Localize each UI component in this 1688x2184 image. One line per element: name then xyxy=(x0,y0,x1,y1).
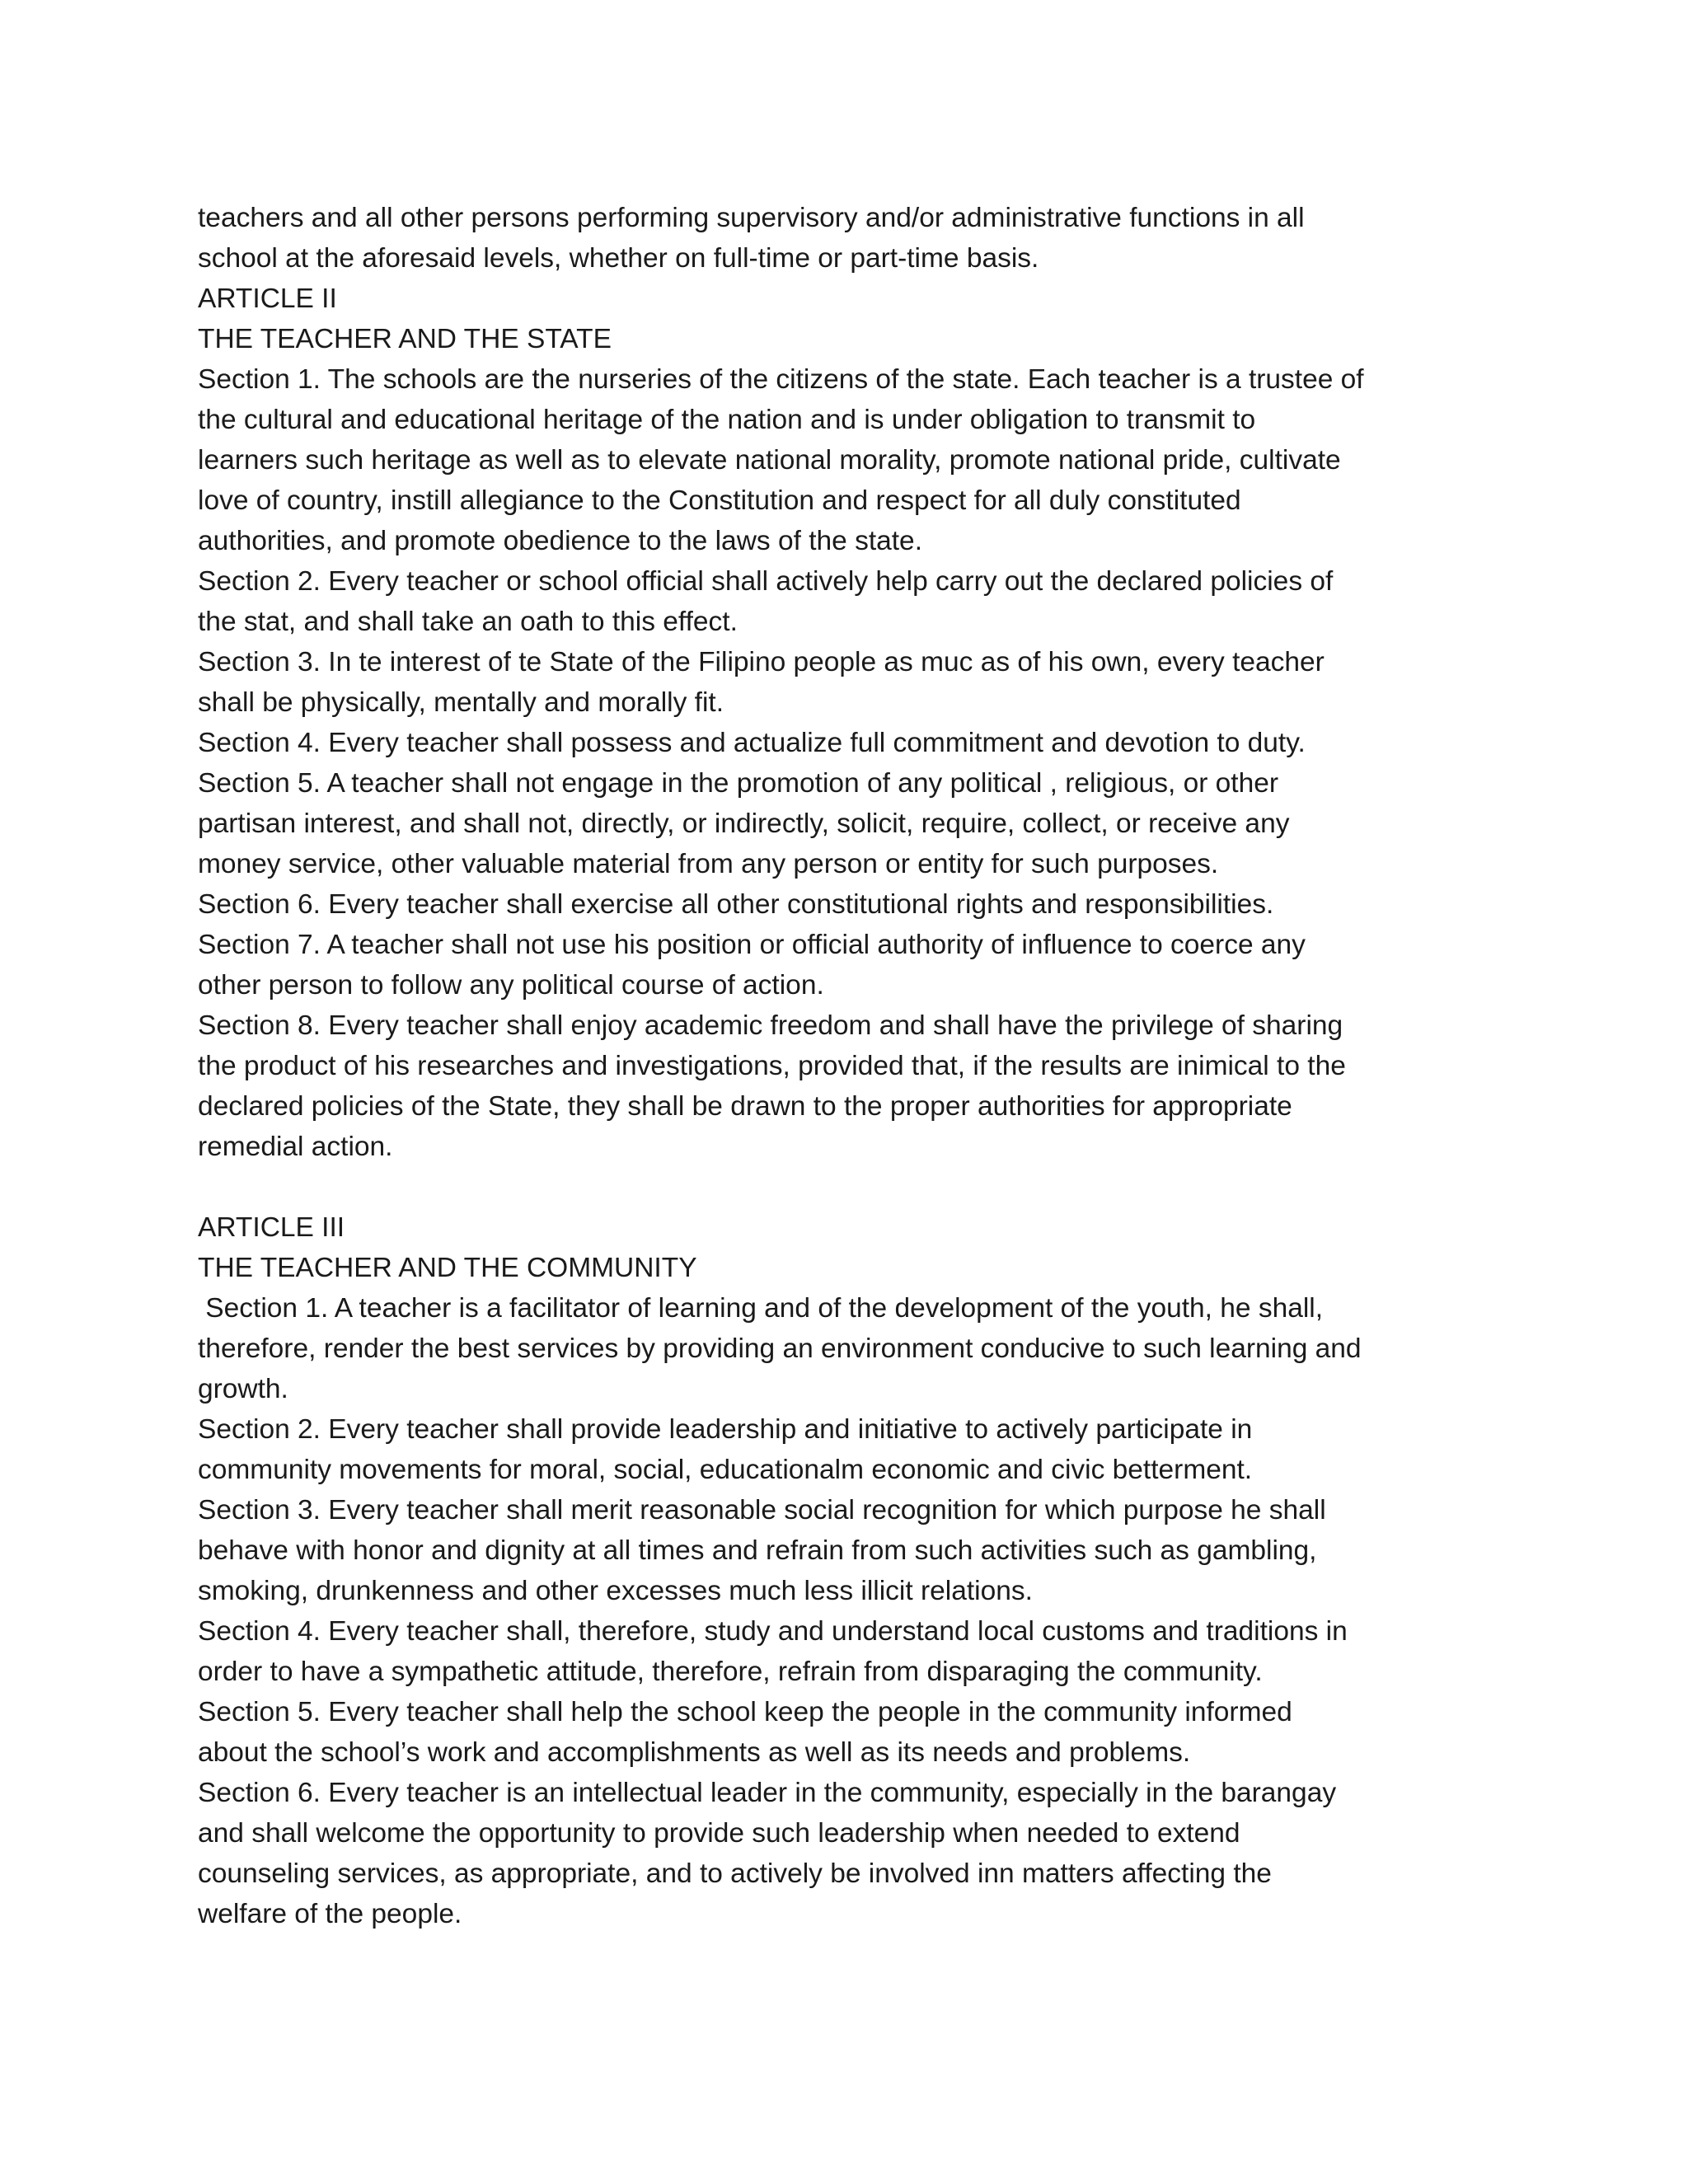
article-ii-line: declared policies of the State, they shall be drawn to the proper authorities for appropriate xyxy=(198,1091,1292,1122)
article-ii-line: Section 6. Every teacher shall exercise all other constitutional rights and responsibilities. xyxy=(198,889,1274,920)
article-iii-line: community movements for moral, social, educationalm economic and civic betterment. xyxy=(198,1455,1253,1485)
article-ii-line: learners such heritage as well as to elevate national morality, promote national pride, cultivate xyxy=(198,445,1341,476)
article-ii-line: partisan interest, and shall not, directly, or indirectly, solicit, require, collect, or receive any xyxy=(198,808,1290,839)
article-iii-line: welfare of the people. xyxy=(198,1899,462,1929)
article-ii-title: THE TEACHER AND THE STATE xyxy=(198,324,612,354)
article-ii xyxy=(198,279,1517,1167)
intro-line: teachers and all other persons performing supervisory and/or administrative functions in all xyxy=(198,203,1305,233)
article-ii-line: the stat, and shall take an oath to this effect. xyxy=(198,607,738,637)
intro-line: school at the aforesaid levels, whether on full-time or part-time basis. xyxy=(198,243,1039,274)
article-iii-title: THE TEACHER AND THE COMMUNITY xyxy=(198,1253,697,1283)
article-iii-line: counseling services, as appropriate, and to actively be involved inn matters affecting the xyxy=(198,1858,1272,1889)
article-ii-line: love of country, instill allegiance to the Constitution and respect for all duly constituted xyxy=(198,485,1241,516)
article-ii-heading: ARTICLE II xyxy=(198,284,337,314)
article-iii-line: about the school’s work and accomplishments as well as its needs and problems. xyxy=(198,1737,1191,1768)
article-iii-line: Section 6. Every teacher is an intellectual leader in the community, especially in the barangay xyxy=(198,1778,1337,1808)
article-ii-line: other person to follow any political course of action. xyxy=(198,970,824,1001)
article-ii-line: Section 4. Every teacher shall possess and actualize full commitment and devotion to duty. xyxy=(198,728,1306,758)
article-ii-line: Section 5. A teacher shall not engage in the promotion of any political , religious, or other xyxy=(198,768,1279,799)
article-ii-line: shall be physically, mentally and morally fit. xyxy=(198,687,724,718)
article-iii-line: and shall welcome the opportunity to provide such leadership when needed to extend xyxy=(198,1818,1240,1849)
article-iii-line: growth. xyxy=(198,1374,288,1404)
article-iii-line: therefore, render the best services by providing an environment conducive to such learning and xyxy=(198,1333,1362,1364)
article-ii-line: remedial action. xyxy=(198,1132,393,1162)
document-page xyxy=(198,198,1517,1934)
article-iii-line: Section 4. Every teacher shall, therefore, study and understand local customs and traditions in xyxy=(198,1616,1348,1647)
article-iii-heading: ARTICLE III xyxy=(198,1212,345,1243)
article-ii-line: Section 7. A teacher shall not use his position or official authority of influence to coerce any xyxy=(198,930,1306,960)
article-iii-line: smoking, drunkenness and other excesses much less illicit relations. xyxy=(198,1576,1033,1606)
article-ii-line: Section 3. In te interest of te State of the Filipino people as muc as of his own, every teacher xyxy=(198,647,1325,677)
intro-paragraph xyxy=(198,198,1517,279)
article-iii xyxy=(198,1207,1517,1934)
article-ii-line: Section 8. Every teacher shall enjoy academic freedom and shall have the privilege of sharing xyxy=(198,1010,1343,1041)
article-ii-line: the cultural and educational heritage of the nation and is under obligation to transmit to xyxy=(198,405,1256,435)
article-ii-line: Section 1. The schools are the nurseries of the citizens of the state. Each teacher is a trustee of xyxy=(198,364,1364,395)
article-iii-line: Section 3. Every teacher shall merit reasonable social recognition for which purpose he shall xyxy=(198,1495,1326,1526)
article-iii-line: behave with honor and dignity at all times and refrain from such activities such as gambling, xyxy=(198,1535,1317,1566)
article-iii-line: Section 1. A teacher is a facilitator of learning and of the development of the youth, he shall, xyxy=(198,1293,1324,1324)
article-iii-line: Section 2. Every teacher shall provide leadership and initiative to actively participate in xyxy=(198,1414,1253,1445)
article-ii-line: money service, other valuable material from any person or entity for such purposes. xyxy=(198,849,1219,879)
article-ii-line: Section 2. Every teacher or school official shall actively help carry out the declared policies of xyxy=(198,566,1334,597)
article-ii-line: authorities, and promote obedience to the laws of the state. xyxy=(198,526,922,556)
article-iii-line: Section 5. Every teacher shall help the school keep the people in the community informed xyxy=(198,1697,1292,1727)
paragraph-spacer xyxy=(198,1167,1517,1207)
article-ii-line: the product of his researches and investigations, provided that, if the results are inimical to the xyxy=(198,1051,1346,1081)
article-iii-line: order to have a sympathetic attitude, therefore, refrain from disparaging the community. xyxy=(198,1657,1263,1687)
